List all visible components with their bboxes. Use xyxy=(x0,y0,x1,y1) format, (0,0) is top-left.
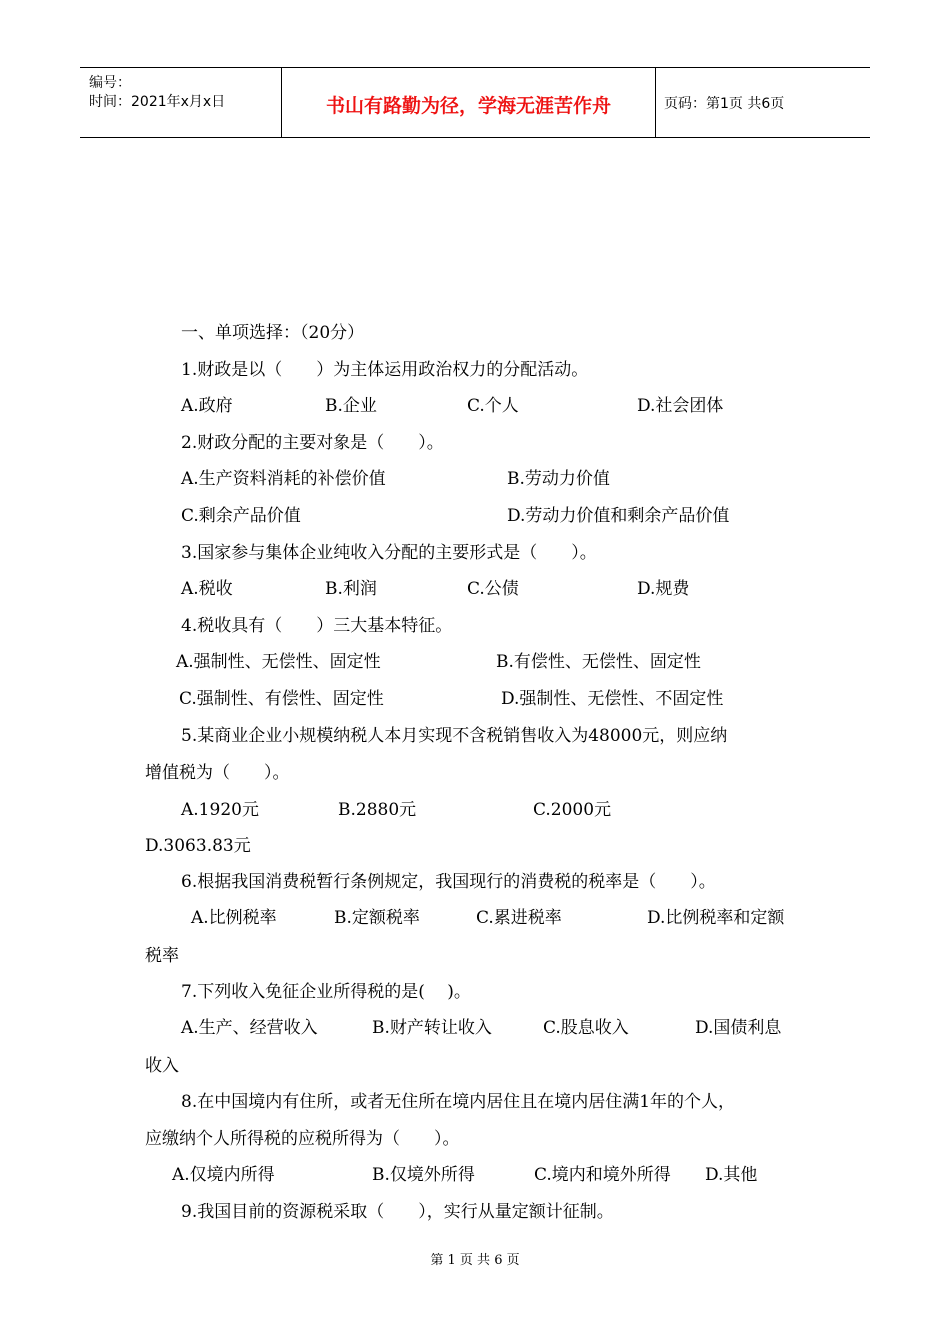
q3-option-c: C.公债 xyxy=(467,579,519,599)
q4-option-a: A.强制性、无偿性、固定性 xyxy=(176,652,381,672)
q3-option-a: A.税收 xyxy=(181,579,233,599)
q4-option-b: B.有偿性、无偿性、固定性 xyxy=(496,652,701,672)
q6-option-a: A.比例税率 xyxy=(191,908,277,928)
q1-option-c: C.个人 xyxy=(467,396,519,416)
header-meta-cell xyxy=(80,68,281,137)
page-info: 页码：第1页 共6页 xyxy=(664,96,785,112)
q4-option-c: C.强制性、有偿性、固定性 xyxy=(179,689,384,709)
q7-option-a: A.生产、经营收入 xyxy=(181,1018,318,1038)
q7-option-d: D.国债利息 xyxy=(695,1018,782,1038)
q5-option-b: B.2880元 xyxy=(338,800,417,820)
q6-option-d-cont: 税率 xyxy=(145,946,179,966)
q8-option-c: C.境内和境外所得 xyxy=(534,1165,671,1185)
q6-option-d: D.比例税率和定额 xyxy=(647,908,785,928)
q2-stem: 2.财政分配的主要对象是（ ）。 xyxy=(181,433,444,453)
serial-label: 编号： xyxy=(89,75,131,91)
q8-option-d: D.其他 xyxy=(705,1165,758,1185)
q2-option-d: D.劳动力价值和剩余产品价值 xyxy=(507,506,730,526)
q1-option-d: D.社会团体 xyxy=(637,396,724,416)
q8-option-a: A.仅境内所得 xyxy=(172,1165,275,1185)
q8-option-b: B.仅境外所得 xyxy=(372,1165,475,1185)
q8-stem-line1: 8.在中国境内有住所，或者无住所在境内居住且在境内居住满1年的个人， xyxy=(181,1092,736,1112)
q7-stem: 7.下列收入免征企业所得税的是( )。 xyxy=(181,982,471,1002)
motto: 书山有路勤为径，学海无涯苦作舟 xyxy=(325,95,611,117)
q3-option-b: B.利润 xyxy=(325,579,377,599)
q3-option-d: D.规费 xyxy=(637,579,690,599)
header-page-cell xyxy=(655,68,870,137)
q1-option-a: A.政府 xyxy=(181,396,233,416)
q6-stem: 6.根据我国消费税暂行条例规定，我国现行的消费税的税率是（ ）。 xyxy=(181,872,716,892)
header-motto-cell xyxy=(281,68,656,137)
q5-stem-line2: 增值税为（ ）。 xyxy=(145,763,290,783)
q8-stem-line2: 应缴纳个人所得税的应税所得为（ ）。 xyxy=(145,1129,460,1149)
q7-option-c: C.股息收入 xyxy=(543,1018,629,1038)
q5-option-c: C.2000元 xyxy=(533,800,612,820)
q9-stem: 9.我国目前的资源税采取（ ），实行从量定额计征制。 xyxy=(181,1202,614,1222)
q2-option-c: C.剩余产品价值 xyxy=(181,506,301,526)
q5-option-d: D.3063.83元 xyxy=(145,836,251,856)
q1-stem: 1.财政是以（ ）为主体运用政治权力的分配活动。 xyxy=(181,360,589,380)
q4-option-d: D.强制性、无偿性、不固定性 xyxy=(501,689,724,709)
q3-stem: 3.国家参与集体企业纯收入分配的主要形式是（ ）。 xyxy=(181,543,597,563)
q4-stem: 4.税收具有（ ）三大基本特征。 xyxy=(181,616,453,636)
q5-stem-line1: 5.某商业企业小规模纳税人本月实现不含税销售收入为48000元，则应纳 xyxy=(181,726,728,746)
q2-option-a: A.生产资料消耗的补偿价值 xyxy=(181,469,386,489)
q1-option-b: B.企业 xyxy=(325,396,377,416)
q5-option-a: A.1920元 xyxy=(181,800,259,820)
section-heading: 一、单项选择：（20分） xyxy=(181,323,365,343)
q2-option-b: B.劳动力价值 xyxy=(507,469,610,489)
q7-option-b: B.财产转让收入 xyxy=(372,1018,492,1038)
q6-option-c: C.累进税率 xyxy=(476,908,562,928)
time-label: 时间：2021年x月x日 xyxy=(89,94,226,110)
page-header xyxy=(80,67,870,138)
q7-option-d-cont: 收入 xyxy=(145,1056,179,1076)
q6-option-b: B.定额税率 xyxy=(334,908,420,928)
page-footer: 第 1 页 共 6 页 xyxy=(430,1253,520,1268)
